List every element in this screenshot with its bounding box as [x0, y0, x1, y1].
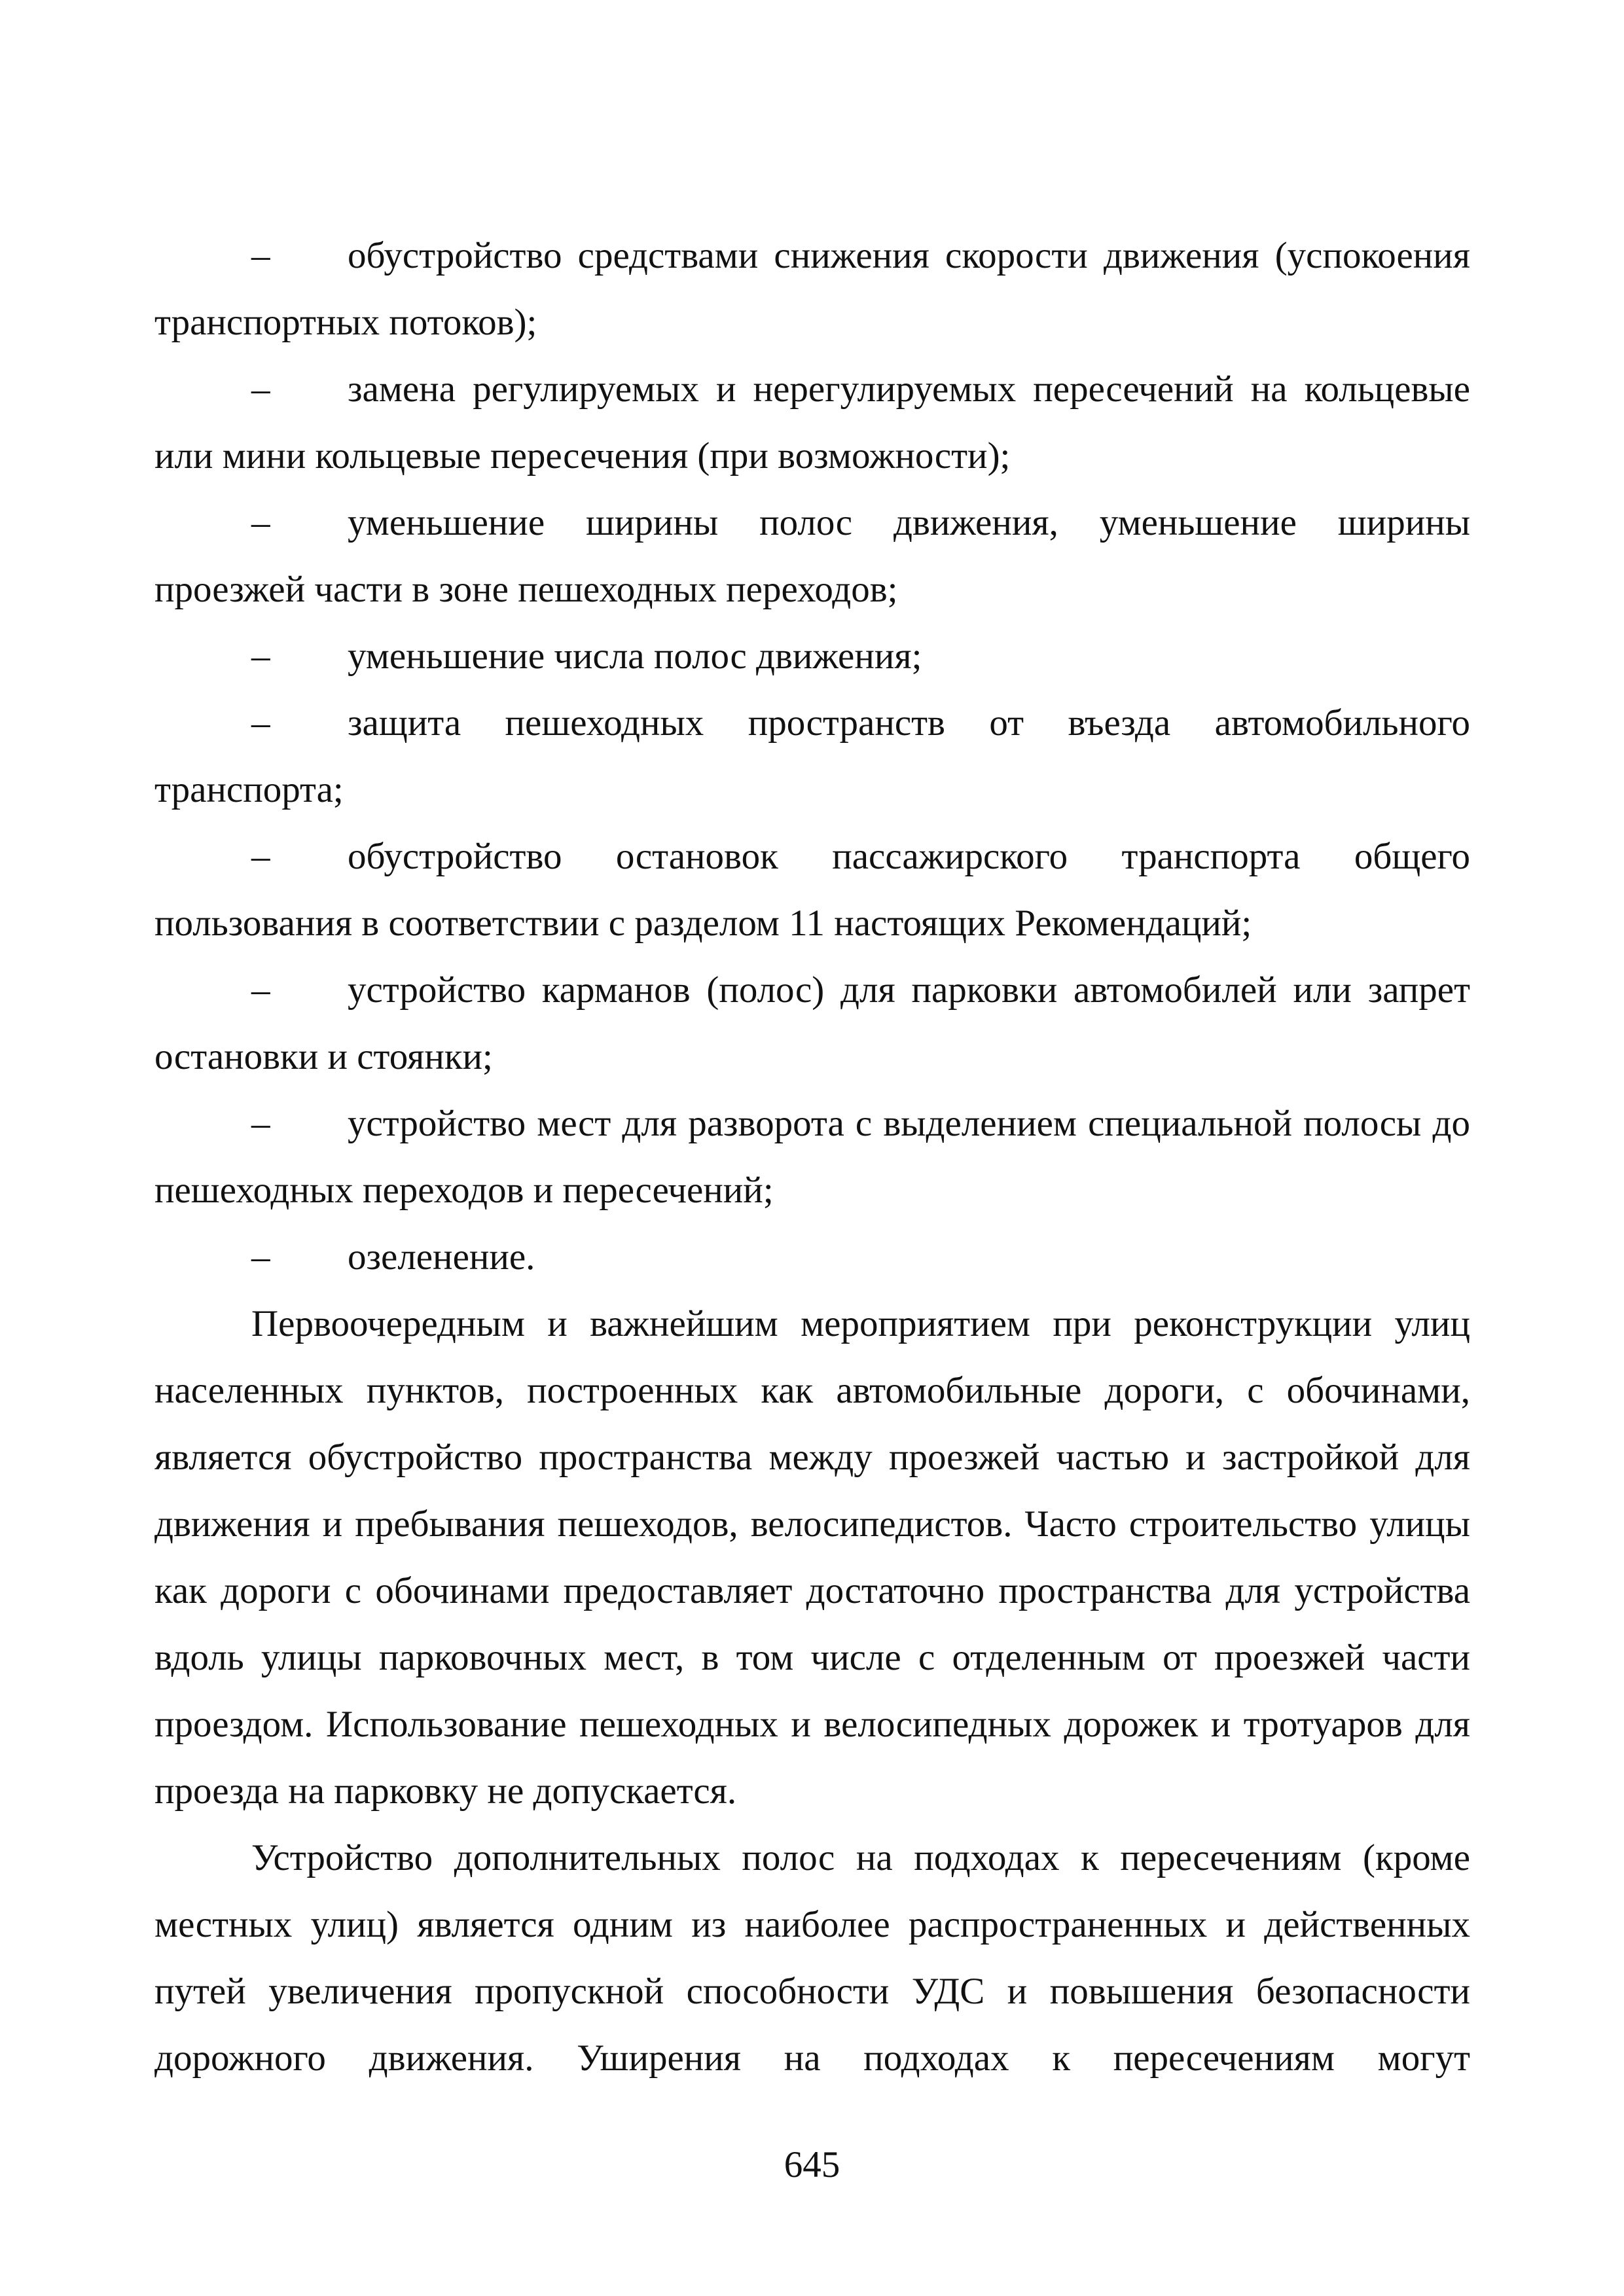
list-dash: – — [251, 368, 270, 410]
list-item — [154, 1224, 1470, 1291]
list-item — [154, 623, 1470, 690]
list-dash: – — [251, 235, 270, 276]
list-item — [154, 490, 1470, 623]
list-dash: – — [251, 969, 270, 1011]
list-item — [154, 1090, 1470, 1224]
list-dash: – — [251, 702, 270, 744]
list-dash: – — [251, 1236, 270, 1278]
paragraph-reconstruction: Первоочередным и важнейшим мероприятием при реконструкции улиц населенных пунктов, построенных как автомобильные дороги, с обочинами, является обустройство пространства между проезжей частью и застройкой для движения и пребывания пешеходов, велосипедистов. Часто строительство улицы как дороги с обочинами предоставляет достаточно пространства для устройства вдоль улицы парковочных мест, в том числе с отделенным от проезжей части проездом. Использование пешеходных и велосипедных дорожек и тротуаров для проезда на парковку не допускается. — [154, 1303, 1470, 1812]
list-item-text: замена регулируемых и нерегулируемых пересечений на кольцевые или мини кольцевые пересечения (при возможности); — [154, 368, 1470, 476]
list-item-text: уменьшение числа полос движения; — [348, 636, 922, 677]
list-item — [154, 356, 1470, 490]
list-item — [154, 690, 1470, 823]
list-item-text: устройство карманов (полос) для парковки автомобилей или запрет остановки и стоянки; — [154, 969, 1470, 1077]
list-item — [154, 223, 1470, 356]
list-item-text: защита пешеходных пространств от въезда автомобильного транспорта; — [154, 702, 1470, 810]
document-body — [154, 223, 1470, 2092]
list-dash: – — [251, 836, 270, 877]
page-number: 645 — [784, 2144, 840, 2185]
list-item-text: обустройство средствами снижения скорости движения (успокоения транспортных потоков); — [154, 235, 1470, 343]
list-dash: – — [251, 1103, 270, 1144]
list-dash: – — [251, 636, 270, 677]
paragraph-additional-lanes: Устройство дополнительных полос на подходах к пересечениям (кроме местных улиц) является одним из наиболее распространенных и действенных путей увеличения пропускной способности УДС и повышения безопасности дорожного движения. Уширения на подходах к пересечениям могут — [154, 1837, 1470, 2079]
list-dash: – — [251, 502, 270, 543]
list-item-text: обустройство остановок пассажирского транспорта общего пользования в соответствии с разделом 11 настоящих Рекомендаций; — [154, 836, 1470, 944]
list-item — [154, 823, 1470, 957]
list-item-text: устройство мест для разворота с выделением специальной полосы до пешеходных переходов и пересечений; — [154, 1103, 1470, 1211]
list-item — [154, 957, 1470, 1090]
list-item-text: озеленение. — [348, 1236, 535, 1278]
list-item-text: уменьшение ширины полос движения, уменьшение ширины проезжей части в зоне пешеходных переходов; — [154, 502, 1470, 610]
